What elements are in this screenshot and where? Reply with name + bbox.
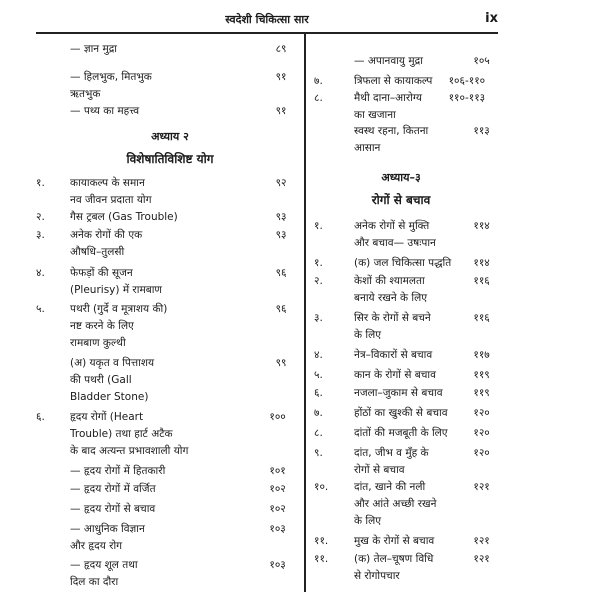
book-title: स्वदेशी चिकित्सा सार	[225, 13, 309, 26]
toc-page-number: ११३	[473, 125, 490, 137]
toc-entry-text: अनेक रोगों से मुक्ति	[354, 220, 430, 232]
toc-entry-text: हृदय रोगों (Heart	[70, 411, 144, 423]
toc-entry-text: और हृदय रोग	[70, 540, 123, 552]
toc-entry-text: का खजाना	[354, 109, 396, 121]
toc-entry-text: के लिए	[354, 329, 382, 341]
toc-entry-text: नव जीवन प्रदाता योग	[70, 194, 152, 206]
toc-page-number: ९६	[275, 267, 287, 279]
toc-entry-text: (क) तेल–चूषण विधि	[354, 553, 434, 565]
toc-entry-number: २.	[36, 211, 45, 223]
toc-entry-text: मुख के रोगों से बचाव	[354, 535, 435, 547]
toc-page-number: ११७	[473, 349, 490, 361]
toc-entry-text: रोगों से बचाव	[354, 464, 405, 476]
toc-entry-text: — हृदय रोगों में हितकारी	[70, 465, 166, 477]
toc-entry-text: Bladder Stone)	[70, 391, 149, 403]
toc-page-number: १०२	[269, 483, 286, 495]
toc-page-number: ११४	[473, 257, 490, 269]
toc-page-number: ११९	[473, 387, 490, 399]
toc-entry-text: की पथरी (Gall	[70, 374, 132, 386]
toc-entry-text: — पथ्य का महत्त्व	[70, 105, 140, 117]
toc-entry-text: (अ) यकृत व पित्ताशय	[70, 357, 155, 369]
toc-entry-text: ऋतभुक	[70, 88, 101, 100]
chapter-heading: अध्याय २	[151, 130, 189, 143]
toc-page-number: १२१	[473, 535, 490, 547]
toc-entry-text: कायाकल्प के समान	[70, 177, 145, 189]
toc-page-number: १०१	[269, 465, 286, 477]
toc-entry-text: — हिलभुक, मितभुक	[70, 71, 152, 83]
toc-entry-number: ६.	[314, 387, 323, 399]
toc-entry-text: स्वस्थ रहना, कितना	[354, 125, 429, 137]
document-page	[36, 10, 498, 592]
toc-entry-number: ४.	[36, 267, 45, 279]
toc-entry-text: और बचाव— उषःपान	[354, 237, 436, 249]
toc-entry-text: — हृदय शूल तथा	[70, 559, 138, 571]
toc-entry-number: ११.	[314, 553, 329, 565]
toc-entry-number: ८.	[314, 92, 323, 104]
chapter-heading: अध्याय–३	[381, 171, 421, 184]
toc-entry-text: — ज्ञान मुद्रा	[70, 43, 118, 55]
toc-entry-text: नजला–जुकाम से बचाव	[354, 387, 443, 399]
toc-entry-text: दांत, खाने की नली	[354, 481, 426, 493]
toc-entry-number: ६.	[36, 411, 45, 423]
toc-page-number: ९१	[275, 71, 287, 83]
toc-entry-text: नष्ट करने के लिए	[70, 320, 134, 332]
toc-page-number: ९३	[275, 211, 287, 223]
toc-page-number: ११९	[473, 369, 490, 381]
toc-page-number: ९३	[275, 229, 287, 241]
toc-entry-text: पथरी (गुर्दे व मूत्राशय की)	[70, 303, 168, 315]
toc-entry-number: ५.	[314, 369, 323, 381]
toc-entry-text: — अपानवायु मुद्रा	[354, 55, 423, 67]
toc-page-number: १२१	[473, 481, 490, 493]
toc-entry-number: २.	[314, 275, 323, 287]
toc-entry-number: १०.	[314, 481, 329, 493]
toc-page-number: ९६	[275, 303, 287, 315]
chapter-title: रोगों से बचाव	[371, 193, 431, 207]
toc-entry-text: अनेक रोगों की एक	[70, 229, 143, 241]
toc-entry-text: से रोगोपचार	[354, 570, 400, 582]
toc-entry-text: — हृदय रोगों से बचाव	[70, 503, 156, 515]
toc-page-number: ११०-११३	[448, 92, 486, 104]
toc-entry-text: सिर के रोगों से बचने	[354, 312, 431, 324]
toc-entry-text: बनाये रखने के लिए	[354, 292, 428, 304]
toc-page-number: १०३	[269, 523, 286, 535]
toc-entry-text: के बाद अत्यन्त प्रभावशाली योग	[70, 445, 189, 457]
toc-page-number: ११४	[473, 220, 490, 232]
toc-page-number: १२०	[473, 427, 490, 439]
toc-entry-text: नेत्र–विकारों से बचाव	[354, 349, 433, 361]
toc-entry-number: ५.	[36, 303, 45, 315]
toc-entry-text: होंठों का खुश्की से बचाव	[354, 407, 448, 419]
toc-entry-text: और आंते अच्छी रखने	[354, 498, 437, 510]
toc-entry-text: केशों की श्यामलता	[354, 275, 425, 287]
toc-entry-number: ३.	[314, 312, 323, 324]
toc-entry-text: दांत, जीभ व मुँह के	[354, 447, 429, 459]
toc-entry-number: ७.	[314, 75, 323, 87]
toc-page-number: ९२	[275, 177, 287, 189]
toc-page-number: १२०	[473, 447, 490, 459]
toc-entry-text: औषधि–तुलसी	[70, 246, 125, 258]
toc-entry-text: (क) जल चिकित्सा पद्धति	[354, 257, 452, 269]
toc-entry-number: ७.	[314, 407, 323, 419]
toc-entry-number: ११.	[314, 535, 329, 547]
toc-page-number: ९९	[275, 357, 287, 369]
toc-entry-number: ९.	[314, 447, 323, 459]
toc-entry-text: रामबाण कुल्थी	[70, 337, 126, 349]
toc-page-number: १२०	[473, 407, 490, 419]
column-divider	[304, 34, 306, 592]
toc-page-number: ९१	[275, 105, 287, 117]
toc-entry-text: आसान	[354, 142, 381, 154]
toc-entry-text: — हृदय रोगों में वर्जित	[70, 483, 156, 495]
toc-entry-text: फेफड़ों की सूजन	[70, 267, 133, 279]
toc-page-number: १०२	[269, 503, 286, 515]
toc-page-number: १२१	[473, 553, 490, 565]
toc-entry-text: दांतों की मजबूती के लिए	[354, 427, 448, 439]
toc-entry-number: ४.	[314, 349, 323, 361]
page-number: ix	[485, 11, 498, 26]
toc-entry-number: ८.	[314, 427, 323, 439]
chapter-title: विशेषातिविशिष्ट योग	[126, 152, 214, 166]
toc-page-number: ८९	[275, 43, 287, 55]
toc-entry-text: दिल का दौरा	[70, 576, 119, 588]
toc-entry-text: त्रिफला से कायाकल्प	[354, 75, 433, 87]
toc-page-number: ११६	[473, 312, 490, 324]
toc-entry-text: गैस ट्रबल (Gas Trouble)	[70, 211, 178, 223]
toc-entry-number: ३.	[36, 229, 45, 241]
toc-entry-text: के लिए	[354, 515, 382, 527]
toc-entry-text: — आधुनिक विज्ञान	[70, 523, 145, 535]
toc-entry-number: १.	[36, 177, 45, 189]
toc-entry-text: मैथी दाना–आरोग्य	[354, 92, 422, 104]
toc-entry-number: १.	[314, 257, 323, 269]
toc-entry-number: १.	[314, 220, 323, 232]
page-header	[36, 10, 498, 34]
toc-entry-text: कान के रोगों से बचाव	[354, 369, 436, 381]
toc-page-number: ११६	[473, 275, 490, 287]
toc-page-number: १००	[269, 411, 286, 423]
toc-entry-text: (Pleurisy) में रामबाण	[70, 284, 163, 296]
toc-page-number: १०६-११०	[448, 75, 486, 87]
toc-page-number: १०५	[473, 55, 490, 67]
toc-entry-text: Trouble) तथा हार्ट अटैक	[70, 428, 173, 440]
toc-page-number: १०३	[269, 559, 286, 571]
